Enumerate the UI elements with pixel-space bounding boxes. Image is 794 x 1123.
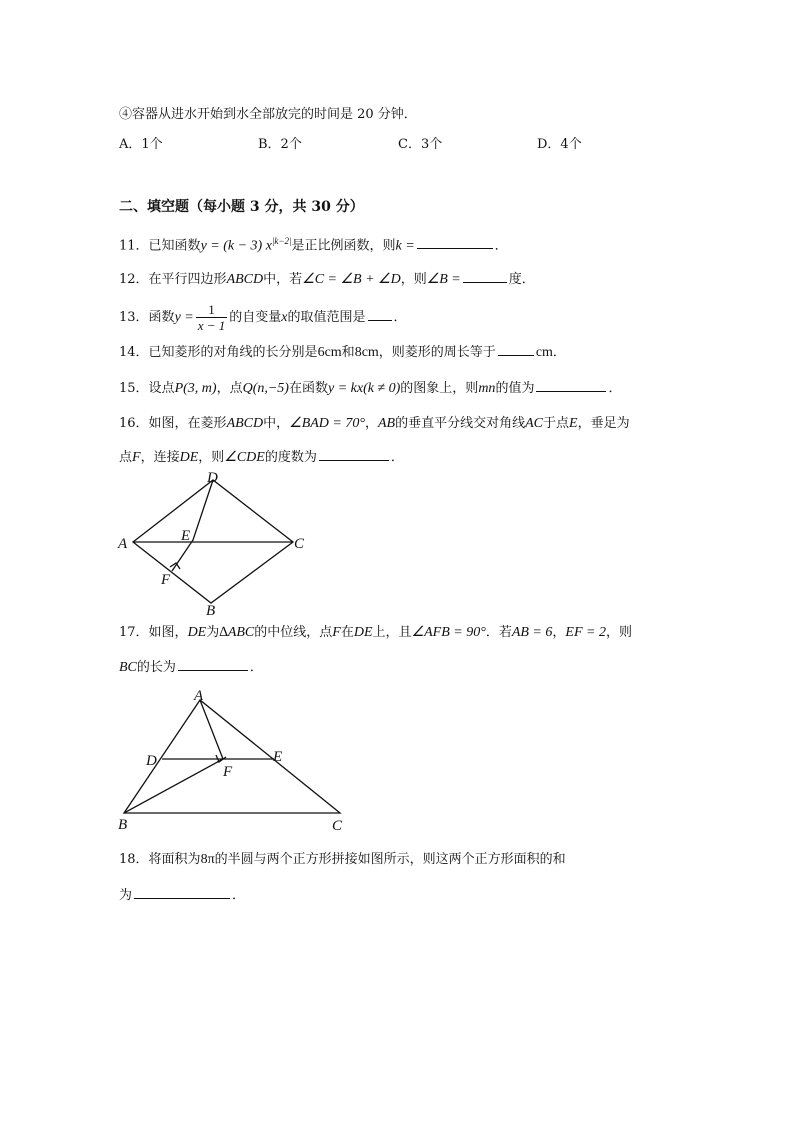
- question-17-line-2: BC的长为 ．: [119, 656, 263, 677]
- answer-blank: [319, 446, 389, 461]
- label-A: A: [118, 536, 128, 552]
- label-C: C: [294, 536, 305, 552]
- label-D: D: [146, 753, 157, 769]
- answer-blank: [178, 656, 248, 671]
- q10-option-b: B．2个: [258, 137, 302, 152]
- label-E: E: [273, 749, 283, 765]
- label-B: B: [206, 603, 216, 618]
- label-F: F: [223, 764, 233, 780]
- q10-option-d: D．4个: [537, 137, 582, 152]
- answer-blank: [463, 268, 507, 283]
- question-12: 12．在平行四边形ABCD中，若∠C = ∠B + ∠D，则∠B = 度．: [119, 268, 535, 289]
- label-D: D: [207, 470, 218, 486]
- label-F: F: [161, 572, 171, 588]
- answer-blank: [368, 306, 392, 321]
- question-13: 13．函数y = $\frac{1}{x - 1}$ 的自变量x的取值范围是 ．: [119, 302, 407, 333]
- question-15: 15．设点P(3, m)，点Q(n,−5)在函数y = kx(k ≠ 0)的图象上，则mn的值为 ．: [119, 377, 621, 398]
- answer-blank: [536, 377, 606, 392]
- label-C: C: [332, 818, 343, 834]
- label-B: B: [118, 817, 128, 833]
- label-A: A: [194, 688, 204, 704]
- label-E: E: [181, 528, 191, 544]
- figure-17-triangle: [112, 686, 362, 836]
- question-16-line-1: 16．如图，在菱形ABCD中，∠BAD = 70°，AB的垂直平分线交对角线AC于点E，垂足为: [119, 416, 630, 431]
- q10-option-c: C．3个: [398, 137, 443, 152]
- question-16-line-2: 点F，连接DE，则∠CDE的度数为 ．: [119, 446, 404, 467]
- figure-16-rhombus: [110, 468, 320, 618]
- question-14: 14．已知菱形的对角线的长分别是6cm和8cm，则菱形的周长等于 cm．: [119, 341, 566, 362]
- answer-blank: [134, 884, 230, 899]
- question-11: 11．已知函数y = (k − 3) $x^{|k-2|}$是正比例函数，则k = ．: [119, 236, 508, 254]
- question-18-line-1: 18．将面积为8π的半圆与两个正方形拼接如图所示，则这两个正方形面积的和: [119, 852, 566, 867]
- fraction: $\frac{1}{x - 1}$: [197, 302, 226, 333]
- question-17-line-1: 17．如图，DE为∆ABC的中位线，点F在DE上，且∠AFB = 90°．若AB = 6，EF = 2，则: [119, 625, 632, 640]
- segment-bf: [124, 759, 223, 813]
- segment-fed: [172, 480, 213, 571]
- section-title: 二、填空题（每小题 3 分，共 30 分）: [119, 199, 364, 215]
- answer-blank: [498, 341, 534, 356]
- q10-tail-text: ④容器从进水开始到水全部放完的时间是 20 分钟．: [119, 107, 417, 122]
- q10-option-a: A．1个: [119, 137, 163, 152]
- question-18-line-2: 为 ．: [119, 884, 245, 905]
- answer-blank: [417, 234, 493, 249]
